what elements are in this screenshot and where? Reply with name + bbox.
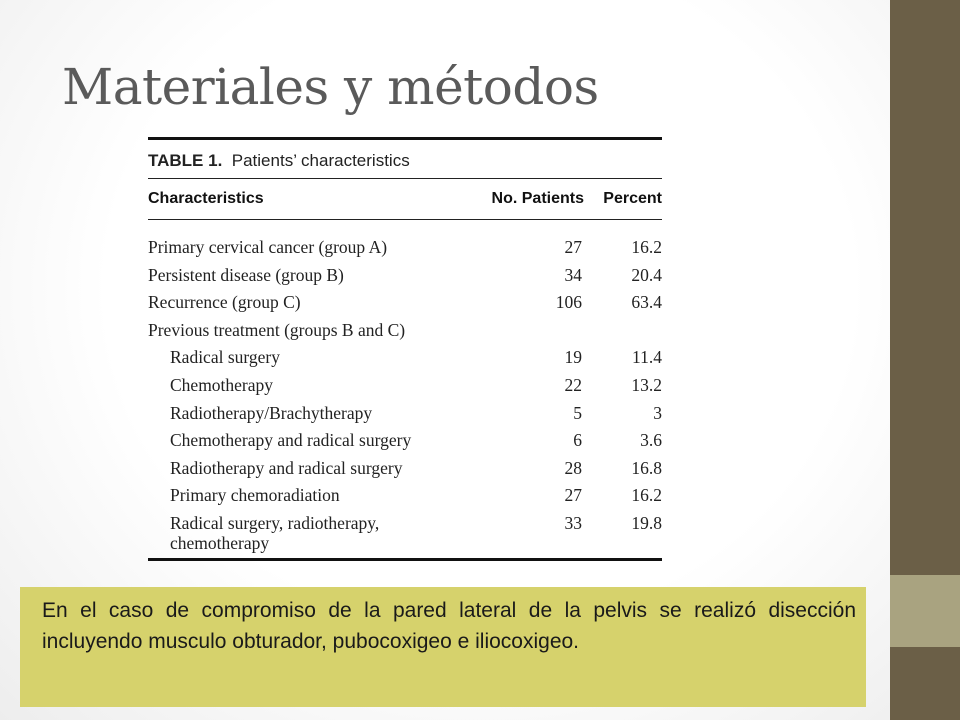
table-caption [148,140,662,178]
cell-characteristic: Radical surgery [170,347,280,368]
cell-patients: 27 [564,237,582,257]
table-caption-text: Patients’ characteristics [231,151,410,170]
header-percent: Percent [603,190,662,207]
cell-percent: 3.6 [640,430,662,451]
table-row [148,344,662,372]
cell-characteristic: Persistent disease (group B) [148,264,344,285]
header-characteristics: Characteristics [148,190,264,207]
table-row [148,482,662,510]
cell-characteristic: Radiotherapy/Brachytherapy [170,402,373,423]
table-row [148,262,662,290]
cell-patients: 106 [555,292,582,313]
table-row [148,289,662,317]
cell-patients: 28 [564,457,582,478]
cell-characteristic: Chemotherapy and radical surgery [170,430,412,451]
cell-patients: 19 [564,347,582,368]
table-bottom-rule [148,558,662,561]
table-row [148,455,662,483]
cell-percent: 3 [653,402,662,423]
cell-patients: 5 [573,402,582,423]
table-row [148,372,662,400]
cell-percent: 13.2 [631,374,662,395]
sidebar-dark-top [890,0,960,575]
table-row [148,427,662,455]
cell-characteristic: Recurrence (group C) [148,292,301,313]
cell-patients [474,317,584,345]
cell-percent [584,317,662,345]
cell-percent: 63.4 [631,292,662,313]
cell-percent: 19.8 [631,512,662,533]
cell-characteristic: Radiotherapy and radical surgery [170,457,403,478]
table-row-group-heading [148,317,662,345]
cell-patients: 33 [564,512,582,533]
cell-characteristic: Chemotherapy [170,374,274,395]
cell-characteristic: Primary cervical cancer (group A) [148,237,388,257]
cell-patients: 6 [573,430,582,451]
cell-characteristic: Radical surgery, radiotherapy, chemotherapy [170,512,380,553]
cell-percent: 16.2 [631,237,662,257]
table-header [148,179,662,219]
cell-percent: 16.2 [631,485,662,506]
cell-characteristic: Previous treatment (groups B and C) [148,319,406,340]
header-no-patients: No. Patients [491,190,584,207]
table-row [148,400,662,428]
table-body [148,220,662,558]
slide-title: Materiales y métodos [62,58,599,116]
cell-percent: 20.4 [631,264,662,285]
cell-patients: 34 [564,264,582,285]
cell-percent: 16.8 [631,457,662,478]
sidebar-light-band [890,575,960,647]
cell-characteristic: Primary chemoradiation [170,485,340,506]
cell-patients: 22 [564,374,582,395]
patients-table [148,137,662,561]
cell-patients: 27 [564,485,582,506]
sidebar-dark-bottom [890,647,960,720]
table-label: TABLE 1. [148,151,223,170]
table-row [148,510,662,554]
methods-note: En el caso de compromiso de la pared lateral de la pelvis se realizó disección incluyendo musculo obturador, pubocoxigeo e iliocoxigeo. [20,587,866,707]
cell-percent: 11.4 [632,347,662,368]
table-row [148,234,662,262]
